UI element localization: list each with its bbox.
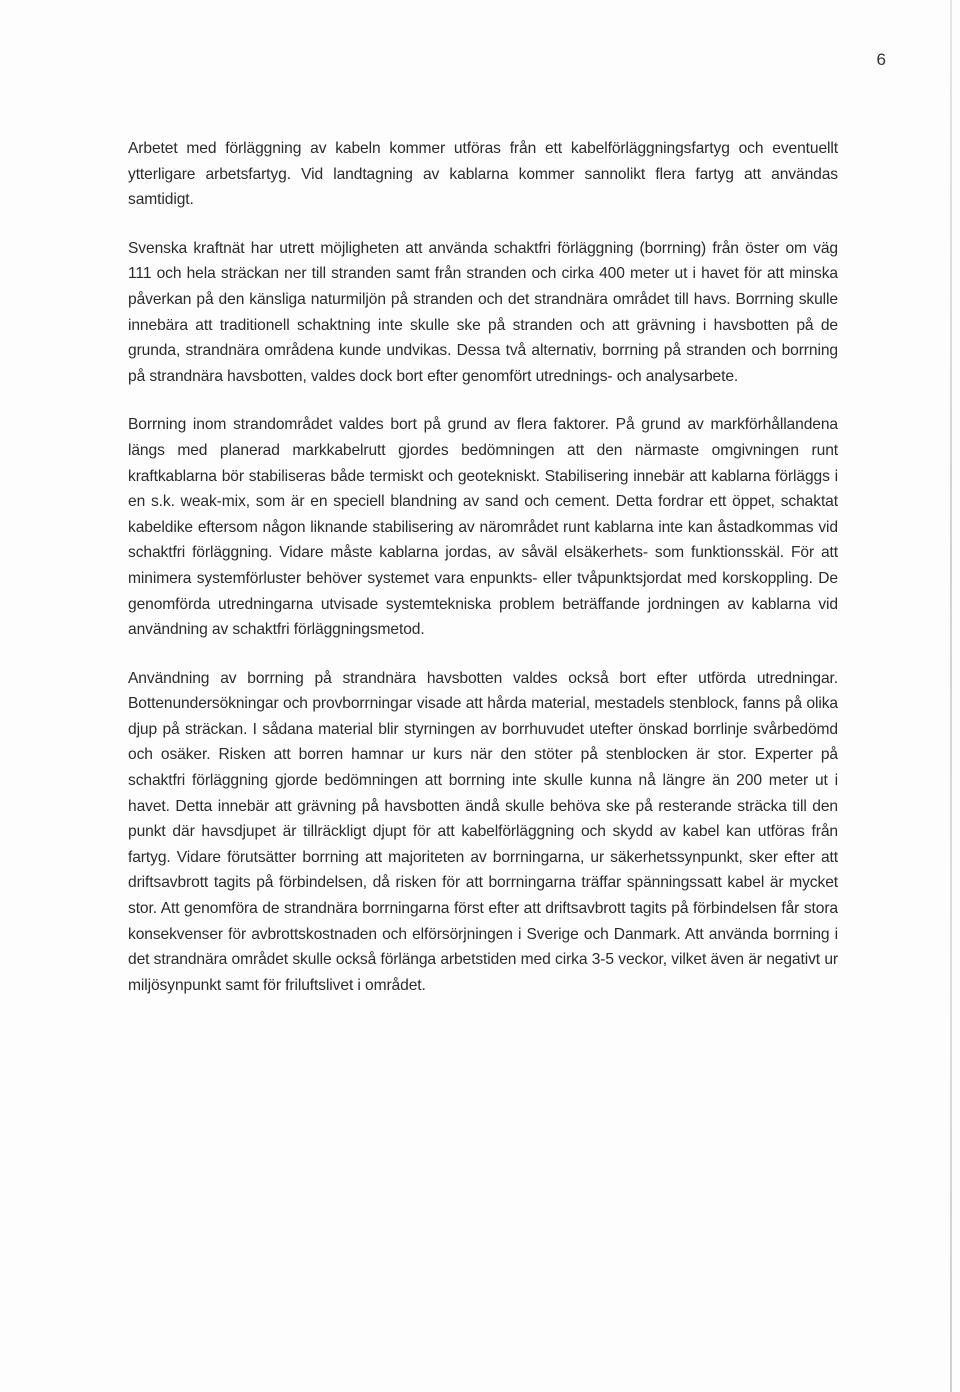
page-number: 6 xyxy=(876,50,886,69)
scan-edge-line xyxy=(950,0,952,1392)
paragraph-cable-laying: Arbetet med förläggning av kabeln kommer utföras från ett kabelförläggningsfartyg och eventuellt ytterligare arbetsfartyg. Vid landtagning av kablarna kommer sannolikt flera fartyg att användas samtidigt. xyxy=(128,140,838,209)
paragraph-beach-drilling-rejected: Borrning inom strandområdet valdes bort på grund av flera faktorer. På grund av markförhållandena längs med planerad markkabelrutt gjordes bedömningen att den närmaste omgivningen runt kraftkablarna bör stabiliseras både termiskt och geotekniskt. Stabilisering innebär att kablarna förläggs i en s.k. weak-mix, som är en speciell blandning av sand och cement. Detta fordrar ett öppet, schaktat kabeldike eftersom någon liknande stabilisering av närområdet runt kablarna inte kan åstadkommas vid schaktfri förläggning. Vidare måste kablarna jordas, av såväl elsäkerhets- som funktionsskäl. För att minimera systemförluster behöver systemet vara enpunkts- eller tvåpunktsjordat med korskoppling. De genomförda utredningarna utvisade systemtekniska problem beträffande jordningen av kablarna vid användning av schaktfri förläggningsmetod. xyxy=(128,416,838,639)
paragraph-seabed-drilling-rejected: Användning av borrning på strandnära havsbotten valdes också bort efter utförda utredningar. Bottenundersökningar och provborrningar visade att hårda material, mestadels stenblock, fanns på olika djup på sträckan. I sådana material blir styrningen av borrhuvudet utefter önskad borrlinje svårbedömd och osäker. Risken att borren hamnar ur kurs när den stöter på stenblocken är stor. Experter på schaktfri förläggning gjorde bedömningen att borrning inte skulle kunna nå längre än 200 meter ut i havet. Detta innebär att grävning på havsbotten ändå skulle behöva ske på resterande sträcka till den punkt där havsdjupet är tillräckligt djupt för att kabelförläggning och skydd av kabel kan utföras från fartyg. Vidare förutsätter borrning att majoriteten av borrningarna, ur säkerhetssynpunkt, sker efter att driftsavbrott tagits på förbindelsen, då risken för att borrningarna träffar spänningssatt kabel är mycket stor. Att genomföra de strandnära borrningarna först efter att driftsavbrott tagits på förbindelsen får stora konsekvenser för avbrottskostnaden och elförsörjningen i Sverige och Danmark. Att använda borrning i det strandnära området skulle också förlänga arbetstiden med cirka 3-5 veckor, vilket även är negativt ur miljösynpunkt samt för friluftslivet i området. xyxy=(128,669,838,994)
body-text xyxy=(128,136,838,1021)
paragraph-drilling-investigation: Svenska kraftnät har utrett möjligheten att använda schaktfri förläggning (borrning) från öster om väg 111 och hela sträckan ner till stranden samt från stranden och cirka 400 meter ut i havet för att minska påverkan på den känsliga naturmiljön på stranden och det strandnära området till havs. Borrning skulle innebära att traditionell schaktning inte skulle ske på stranden och att grävning i havsbotten på de grunda, strandnära områdena kunde undvikas. Dessa två alternativ, borrning på stranden och borrning på strandnära havsbotten, valdes dock bort efter genomfört utrednings- och analysarbete. xyxy=(128,239,838,385)
